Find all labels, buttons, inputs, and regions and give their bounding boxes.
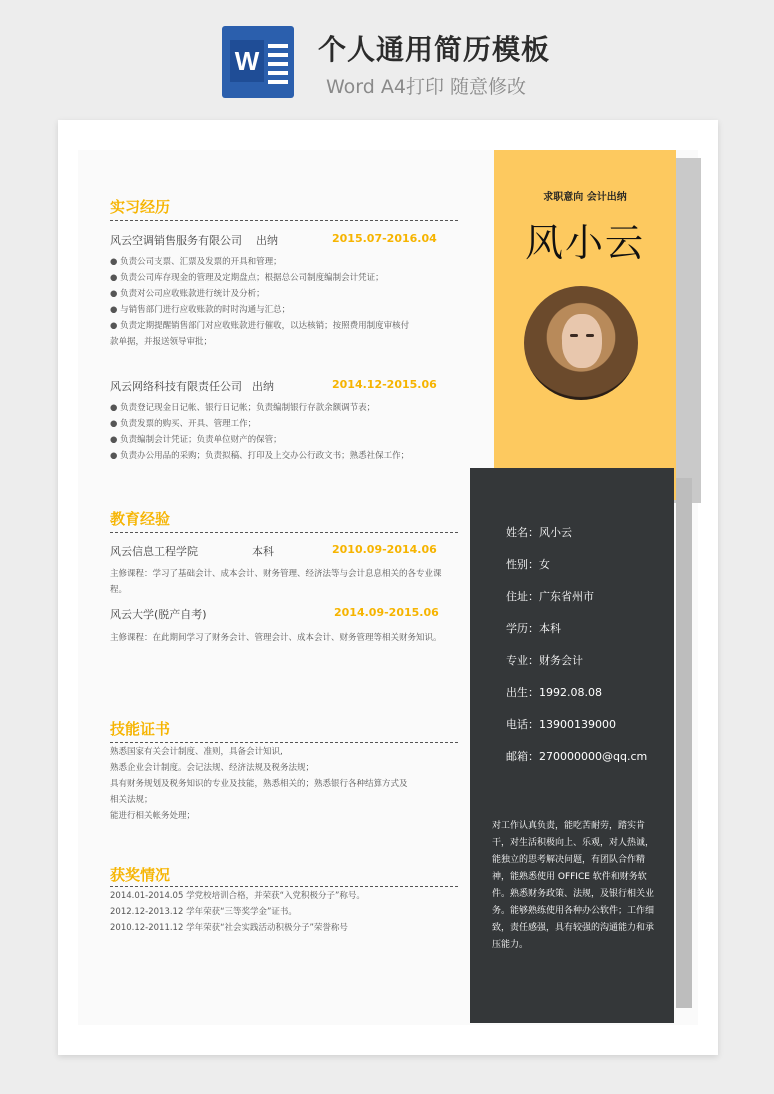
job-2-header (110, 378, 458, 394)
school-1-header (110, 543, 458, 559)
award-line: 2014.01-2014.05 学党校培训合格，并荣获“入党积极分子”称号。 (110, 891, 365, 901)
word-lines (268, 44, 288, 89)
bullet: ● 负责公司支票、汇票及发票的开具和管理； (110, 257, 282, 267)
job-2-bullets (110, 400, 450, 464)
skill-line: 具有财务规划及税务知识的专业及技能，熟悉相关的；熟悉银行各种结算方式及 (110, 779, 408, 789)
avatar-eye (586, 334, 594, 337)
job-1-role: 出纳 (256, 234, 278, 247)
divider (110, 886, 458, 887)
info-name: 姓名：风小云 (506, 526, 572, 539)
award-line: 2010.12-2011.12 学年荣获“社会实践活动积极分子”荣誉称号 (110, 923, 348, 933)
school-2-header (110, 606, 458, 622)
job-2-company: 风云网络科技有限责任公司 (110, 380, 242, 393)
bullet: ● 负责发票的购买、开具、管理工作； (110, 419, 257, 429)
award-line: 2012.12-2013.12 学年荣获“三等奖学金”证书。 (110, 907, 297, 917)
school-1-name: 风云信息工程学院 (110, 545, 198, 558)
word-icon (222, 26, 294, 98)
avatar-face (562, 314, 602, 368)
school-1-courses: 主修课程：学习了基础会计、成本会计、财务管理、经济法等与会计息息相关的各专业课程。 (110, 569, 442, 595)
candidate-name: 风小云 (524, 221, 645, 265)
bullet: ● 负责编制会计凭证；负责单位财产的保管； (110, 435, 282, 445)
job-1-bullets (110, 254, 450, 350)
job-2-date: 2014.12-2015.06 (332, 378, 437, 391)
job-intent: 求职意向 会计出纳 (543, 192, 627, 203)
skill-line: 相关法规； (110, 795, 153, 805)
info-education: 学历：本科 (506, 622, 561, 635)
page-title: 个人通用简历模板 (318, 33, 551, 66)
job-2-role: 出纳 (252, 380, 274, 393)
bullet: ● 负责办公用品的采购；负责拟稿、打印及上交办公行政文书；熟悉社保工作； (110, 451, 410, 461)
panel-shadow (676, 478, 692, 1008)
internship-title: 实习经历 (110, 198, 171, 216)
awards-list (110, 888, 450, 936)
bullet: ● 与销售部门进行应收账款的时时沟通与汇总； (110, 305, 291, 315)
school-2-name: 风云大学(脱产自考) (110, 608, 207, 621)
info-email: 邮箱：270000000@qq.cm (506, 750, 648, 763)
school-2-courses: 主修课程：在此期间学习了财务会计、管理会计、成本会计、财务管理等相关财务知识。 (110, 633, 442, 643)
skill-line: 能进行相关帐务处理； (110, 811, 196, 821)
avatar (524, 286, 638, 400)
job-1-company: 风云空调销售服务有限公司 (110, 234, 242, 247)
page-subtitle: Word A4打印 随意修改 (326, 76, 527, 98)
divider (110, 532, 458, 533)
info-phone: 电话：13900139000 (506, 718, 616, 731)
skills-title: 技能证书 (110, 720, 171, 738)
avatar-eye (570, 334, 578, 337)
info-panel (470, 468, 674, 1023)
bullet: ● 负责登记现金日记帐、银行日记帐；负责编制银行存款余额调节表； (110, 403, 376, 413)
profile-card (494, 150, 676, 500)
divider (110, 220, 458, 221)
job-1-date: 2015.07-2016.04 (332, 232, 437, 245)
resume-body (78, 150, 698, 1025)
self-description: 对工作认真负责，能吃苦耐劳，踏实肯干，对生活积极向上、乐观，对人热诚，能独立的思考解决问题，有团队合作精神，能熟悉使用 OFFICE 软件和财务软件。熟悉财务政策、法规，及银行相关业务。能够熟练使用各种办公软件；工作细致，责任感强，具有较强的沟通能力和承压能力。 (492, 821, 655, 950)
resume-paper (58, 120, 718, 1055)
bullet: ● 负责定期提醒销售部门对应收账款进行催收，以达核销；按照费用制度审核付 (110, 321, 410, 331)
bullet: ● 负责对公司应收账款进行统计及分析； (110, 289, 265, 299)
skill-line: 熟悉企业会计制度。会记法规、经济法规及税务法规； (110, 763, 315, 773)
info-birth: 出生：1992.08.08 (506, 686, 602, 699)
skill-line: 熟悉国家有关会计制度、准则，具备会计知识, (110, 747, 283, 757)
skills-list (110, 744, 458, 824)
job-1-header (110, 232, 458, 248)
info-major: 专业：财务会计 (506, 654, 583, 667)
word-letter: W (230, 40, 264, 82)
header-banner (0, 0, 774, 110)
info-address: 住址：广东省州市 (506, 590, 594, 603)
bullet: ● 负责公司库存现金的管理及定期盘点；根据总公司制度编制会计凭证； (110, 273, 384, 283)
info-gender: 性别：女 (506, 558, 550, 571)
school-2-date: 2014.09-2015.06 (334, 606, 439, 619)
awards-title: 获奖情况 (110, 866, 171, 884)
education-title: 教育经验 (110, 510, 171, 528)
divider (110, 742, 458, 743)
school-1-degree: 本科 (252, 545, 274, 558)
school-1-date: 2010.09-2014.06 (332, 543, 437, 556)
bullet: 款单据，并报送领导审批； (110, 337, 213, 347)
